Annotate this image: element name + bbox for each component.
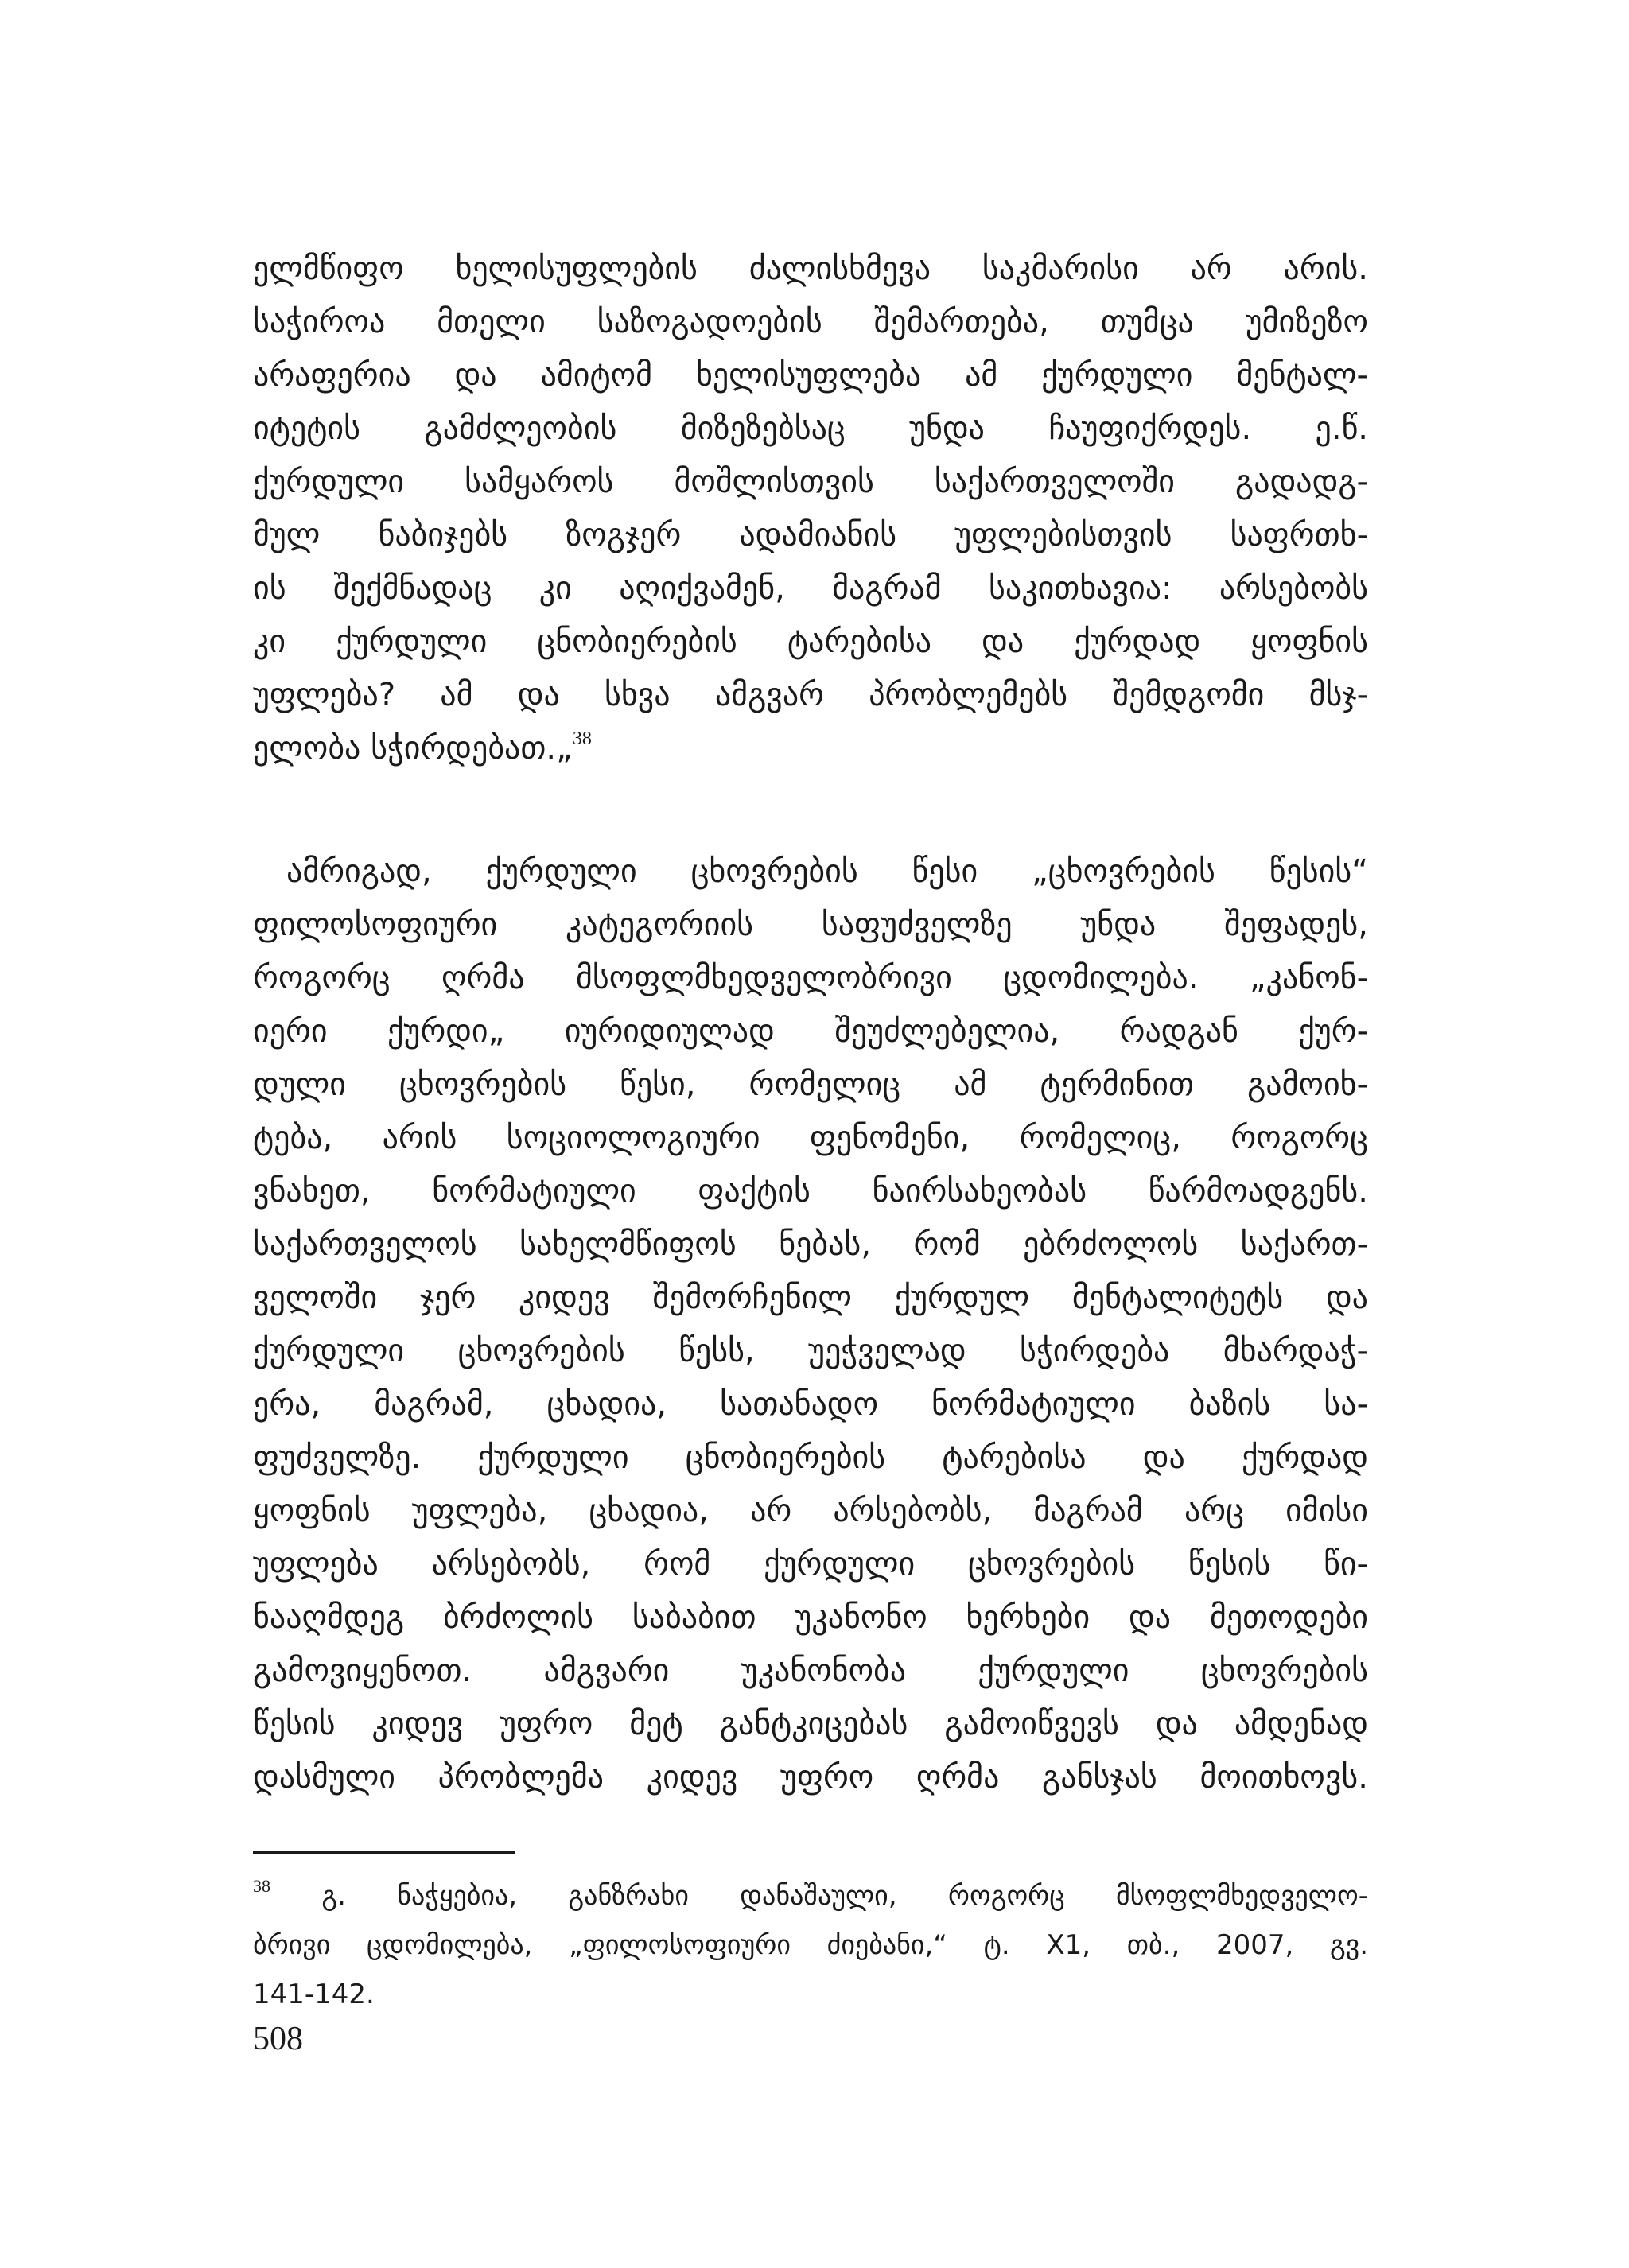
text-line: ერა, მაგრამ, ცხადია, სათანადო ნორმატიული ბაზის სა- [253,1386,1368,1423]
quote-paragraph [253,243,1368,775]
text-line: არაფერია და ამიტომ ხელისუფლება ამ ქურდული მენტალ- [253,357,1368,394]
footnote-reference[interactable]: 38 [572,728,592,749]
text-line: მულ ნაბიჯებს ზოგჯერ ადამიანის უფლებისთვის საფრთხ- [253,517,1368,553]
text-line: დული ცხოვრების წესი, რომელიც ამ ტერმინით გამოიხ- [253,1066,1368,1103]
text-line: ის შექმნადაც კი აღიქვამენ, მაგრამ საკითხავია: არსებობს [253,570,1368,607]
footnote-line [253,1871,1368,1920]
text-line: დასმული პრობლემა კიდევ უფრო ღრმა განსჯას მოითხოვს. [253,1759,1368,1796]
text-line: ამრიგად, ქურდული ცხოვრების წესი „ცხოვრების წესის“ [286,853,1368,890]
footnote-text [253,1871,1368,2019]
text-line: ველოში ჯერ კიდევ შემორჩენილ ქურდულ მენტალიტეტს და [253,1280,1368,1316]
footnote-separator [253,1851,515,1854]
text-line: იერი ქურდი„ იურიდიულად შეუძლებელია, რადგან ქურ- [253,1013,1368,1050]
footnote-line-content: გ. ნაჭყებია, განზრახი დანაშაული, როგორც მსოფლმხედველო- [321,1880,1368,1912]
page-number: 508 [253,2021,303,2057]
footnote-number: 38 [253,1876,270,1896]
text-line-content: ელობა სჭირდებათ.„ [253,730,573,767]
footnote [253,1871,1368,2019]
text-line: უფლება არსებობს, რომ ქურდული ცხოვრების წესის წი- [253,1546,1368,1583]
text-line: წესის კიდევ უფრო მეტ განტკიცებას გამოიწვევს და ამდენად [253,1706,1368,1742]
text-line [253,722,1368,775]
text-line: იტეტის გამძლეობის მიზეზებსაც უნდა ჩაუფიქრდეს. ე.წ. [253,410,1368,447]
text-line: ელმწიფო ხელისუფლების ძალისხმევა საკმარისი არ არის. [253,250,1368,287]
main-paragraph [253,845,1368,1804]
text-line: უფლება? ამ და სხვა ამგვარ პრობლემებს შემდგომი მსჯ- [253,677,1368,713]
text-line: კი ქურდული ცნობიერების ტარებისა და ქურდად ყოფნის [253,623,1368,660]
text-line: ქურდული ცხოვრების წესს, უეჭველად სჭირდება მხარდაჭ- [253,1333,1368,1369]
text-line: საქართველოს სახელმწიფოს ნებას, რომ ებრძოლოს საქართ- [253,1226,1368,1263]
text-line: ტება, არის სოციოლოგიური ფენომენი, რომელიც, როგორც [253,1120,1368,1156]
text-line: ფუძველზე. ქურდული ცნობიერების ტარებისა და ქურდად [253,1439,1368,1476]
text-line: ვნახეთ, ნორმატიული ფაქტის ნაირსახეობას წარმოადგენს. [253,1173,1368,1210]
paragraph-text [253,845,1368,1804]
footnote-line: ბრივი ცდომილება, „ფილოსოფიური ძიებანი,“ ტ. X1, თბ., 2007, გვ. [253,1929,1368,1961]
text-line: ფილოსოფიური კატეგორიის საფუძველზე უნდა შეფადეს, [253,907,1368,943]
footnote-line: 141-142. [253,1979,375,2010]
text-line: ნააღმდეგ ბრძოლის საბაბით უკანონო ხერხები და მეთოდები [253,1599,1368,1636]
text-line: გამოვიყენოთ. ამგვარი უკანონობა ქურდული ცხოვრების [253,1652,1368,1689]
text-line: ქურდული სამყაროს მოშლისთვის საქართველოში გადადგ- [253,464,1368,500]
paragraph-text [253,243,1368,775]
text-line: საჭიროა მთელი საზოგადოების შემართება, თუმცა უმიზეზო [253,304,1368,340]
text-line: როგორც ღრმა მსოფლმხედველობრივი ცდომილება. „კანონ- [253,960,1368,996]
text-line: ყოფნის უფლება, ცხადია, არ არსებობს, მაგრამ არც იმისი [253,1493,1368,1529]
